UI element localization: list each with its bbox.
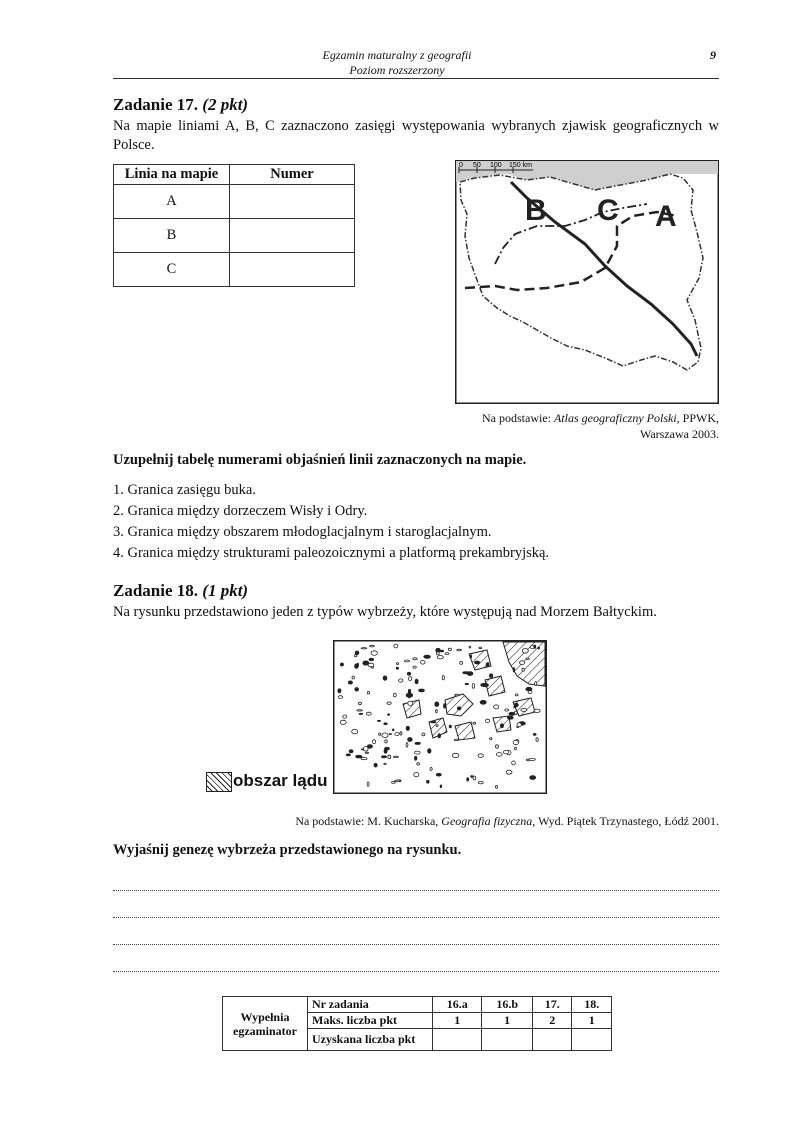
islet (393, 693, 396, 697)
islet (509, 712, 515, 715)
islet (367, 782, 369, 786)
islet (427, 780, 430, 783)
table-row-label: B (114, 219, 230, 253)
header-exam-title: Egzamin maturalny z geografii (322, 48, 472, 62)
scale-label: 100 (490, 162, 502, 169)
islet (384, 723, 387, 725)
islet (382, 733, 388, 738)
islet (485, 719, 489, 722)
islet (513, 668, 515, 672)
islet (422, 733, 425, 736)
islet (356, 755, 362, 758)
islet (529, 758, 535, 760)
score-row-label: Nr zadania (308, 997, 433, 1013)
islet (387, 702, 391, 704)
islet (367, 692, 369, 694)
task17-source (440, 410, 719, 442)
task18-points: (1 pkt) (202, 581, 249, 600)
task17-answer-table (113, 164, 355, 287)
islet (407, 672, 410, 675)
islet (533, 733, 536, 735)
islet (357, 663, 359, 667)
islet (355, 688, 359, 692)
islet (494, 705, 499, 709)
task-number-cell: 16.a (433, 997, 482, 1013)
list-item: 1. Granica zasięgu buka. (113, 482, 256, 498)
islet (437, 656, 443, 659)
islet (400, 732, 402, 735)
islet (520, 661, 525, 665)
skerry-coast-figure (333, 640, 547, 794)
islet (490, 738, 492, 740)
max-points-cell: 1 (433, 1013, 482, 1029)
islet (365, 752, 368, 753)
islet (417, 763, 420, 765)
task17-intro: Na mapie liniami A, B, C zaznaczono zasięgi występowania wybranych zjawisk geograficznych w Polsce. (113, 118, 719, 153)
islet (369, 658, 374, 660)
islet (359, 702, 362, 705)
source-prefix: Na podstawie: (482, 411, 554, 425)
islet (348, 681, 352, 684)
islet (530, 776, 536, 780)
islet (388, 755, 391, 758)
source-title: Geografia fizyczna, (441, 814, 536, 828)
islet (517, 723, 521, 727)
islet (340, 663, 343, 666)
table-row-label: A (114, 185, 230, 219)
islet (448, 648, 451, 650)
islet (399, 679, 403, 682)
islet (396, 667, 398, 669)
earned-points-cell[interactable] (572, 1029, 612, 1051)
islet (535, 682, 537, 686)
islet (452, 753, 459, 757)
islet (479, 647, 482, 649)
task17-options-list (113, 480, 549, 564)
islet (377, 720, 380, 721)
islet (481, 683, 488, 686)
task17-number: Zadanie 17. (113, 95, 199, 114)
score-row-label: Maks. liczba pkt (308, 1013, 433, 1029)
land-legend-swatch (206, 772, 232, 792)
max-points-cell: 1 (482, 1013, 533, 1029)
task17-title (113, 95, 248, 115)
table-header-number: Numer (230, 165, 355, 185)
islet (340, 720, 346, 724)
islet (472, 684, 474, 689)
page-header (0, 48, 794, 78)
islet (436, 773, 441, 776)
islet (368, 663, 374, 667)
list-item: 2. Granica między dorzeczem Wisły i Odry. (113, 503, 368, 519)
table-header-line: Linia na mapie (114, 165, 230, 185)
line-b-label: B (525, 194, 547, 227)
islet (470, 655, 472, 658)
islet (413, 658, 417, 660)
islet (338, 696, 343, 699)
islet (474, 661, 479, 664)
islet (435, 702, 439, 707)
islet (489, 674, 492, 678)
task-number-cell: 17. (532, 997, 572, 1013)
header-level: Poziom rozszerzony (349, 63, 445, 77)
islet (357, 710, 363, 711)
islet (495, 785, 497, 788)
islet (465, 683, 468, 684)
earned-points-cell[interactable] (482, 1029, 533, 1051)
islet (415, 679, 418, 684)
islet (436, 648, 441, 652)
islet (512, 761, 516, 765)
islet (385, 740, 387, 743)
earned-points-cell[interactable] (433, 1029, 482, 1051)
islet (515, 747, 517, 750)
task18-intro: Na rysunku przedstawiono jeden z typów wybrzeży, które występują nad Morzem Bałtyckim. (113, 604, 657, 620)
line-c-label: C (597, 194, 619, 227)
islet (471, 776, 473, 778)
table-row-label: C (114, 253, 230, 287)
islet (444, 704, 446, 708)
answer-line[interactable] (113, 932, 719, 945)
task17-points: (2 pkt) (202, 95, 249, 114)
islet (438, 734, 440, 738)
islet (424, 655, 431, 658)
source-suffix: Wyd. Piątek Trzynastego, Łódź 2001. (535, 814, 719, 828)
answer-line[interactable] (113, 905, 719, 918)
islet (395, 780, 401, 782)
islet (480, 700, 486, 704)
islet (388, 714, 390, 716)
islet (440, 785, 442, 788)
islet (389, 733, 391, 734)
task-number-cell: 18. (572, 997, 612, 1013)
islet (515, 694, 518, 696)
islet (449, 725, 451, 728)
islet (392, 729, 394, 731)
source-suffix: , PPWK, (676, 411, 719, 425)
max-points-cell: 2 (532, 1013, 572, 1029)
task-number-cell: 16.b (482, 997, 533, 1013)
list-item: 4. Granica między strukturami paleozoicznymi a platformą prekambryjską. (113, 545, 550, 561)
islet (343, 715, 347, 718)
source-title: Atlas geograficzny Polski (554, 411, 677, 425)
scale-label: 150 km (509, 162, 532, 169)
islet (385, 747, 390, 750)
islet (457, 649, 462, 651)
task18-instruction: Wyjaśnij genezę wybrzeża przedstawionego na rysunku. (113, 842, 462, 858)
islet (505, 709, 509, 711)
page-number: 9 (710, 48, 716, 62)
islet (486, 663, 489, 667)
islet (445, 653, 449, 655)
islet (338, 689, 341, 693)
islet (431, 721, 436, 723)
islet (415, 751, 421, 754)
islet (521, 709, 527, 712)
task18-number: Zadanie 18. (113, 581, 199, 600)
islet (352, 729, 358, 734)
islet (455, 694, 460, 696)
scale-label: 50 (473, 162, 481, 169)
islet (467, 778, 469, 781)
islet (507, 716, 513, 719)
islet (530, 646, 534, 649)
header-divider (113, 78, 719, 79)
answer-cell-a[interactable] (230, 185, 355, 219)
islet (373, 740, 376, 744)
islet (394, 644, 398, 648)
islet (359, 713, 363, 714)
islet (514, 706, 516, 708)
islet (421, 661, 426, 665)
islet (409, 677, 412, 681)
islet (366, 712, 371, 715)
islet (415, 756, 417, 760)
islet (361, 758, 367, 760)
islet (370, 645, 375, 647)
answer-line[interactable] (113, 878, 719, 891)
islet (384, 763, 386, 764)
islet (419, 689, 425, 692)
islet (371, 651, 377, 656)
islet (354, 655, 357, 657)
islet (406, 693, 413, 697)
islet (379, 733, 381, 735)
islet (536, 738, 538, 742)
islet (364, 747, 369, 752)
islet (393, 756, 398, 757)
islet (526, 687, 532, 691)
islet (383, 676, 387, 680)
list-item: 3. Granica między obszarem młodoglacjalnym i staroglacjalnym. (113, 524, 492, 540)
islet (406, 726, 409, 730)
islet (355, 651, 359, 655)
line-a-label: A (655, 200, 677, 233)
islet (522, 668, 525, 671)
earned-points-cell[interactable] (532, 1029, 572, 1051)
islet (457, 707, 461, 710)
islet (436, 709, 438, 712)
task18-title (113, 581, 248, 601)
source-place-year: Warszawa 2003. (639, 427, 719, 441)
land-legend-label: obszar lądu (233, 771, 328, 790)
scale-label: 0 (459, 162, 463, 169)
islet (413, 666, 416, 668)
islet (496, 753, 502, 757)
islet (473, 776, 476, 780)
islet (534, 709, 540, 712)
islet (404, 660, 409, 662)
islet (430, 767, 432, 770)
islet (408, 701, 413, 705)
islet (522, 648, 528, 653)
islet (346, 754, 350, 756)
answer-cell-b[interactable] (230, 219, 355, 253)
islet (352, 676, 354, 679)
islet (463, 672, 470, 674)
islet (406, 743, 408, 747)
islet (361, 648, 367, 649)
islet (513, 740, 518, 744)
source-prefix: Na podstawie: M. Kucharska, (295, 814, 442, 828)
islet (381, 756, 386, 758)
islet (395, 733, 399, 736)
islet (503, 750, 508, 753)
islet (436, 725, 438, 727)
islet (473, 722, 476, 724)
answer-line[interactable] (113, 959, 719, 972)
islet (478, 781, 483, 783)
islet (428, 749, 431, 754)
islet (397, 663, 399, 665)
islet (496, 745, 499, 748)
islet (392, 782, 396, 784)
islet (442, 676, 444, 680)
islet (414, 772, 419, 776)
islet (415, 742, 420, 744)
score-row-label: Uzyskana liczba pkt (308, 1029, 433, 1051)
answer-cell-c[interactable] (230, 253, 355, 287)
islet (349, 750, 353, 753)
islet (506, 770, 512, 774)
islet (500, 724, 503, 728)
max-points-cell: 1 (572, 1013, 612, 1029)
task18-source (200, 813, 719, 829)
task17-instruction: Uzupełnij tabelę numerami objaśnień linii zaznaczonych na mapie. (113, 452, 527, 468)
islet (374, 763, 377, 767)
examiner-label: Wypełnia egzaminator (223, 997, 308, 1051)
islet (478, 754, 483, 758)
islet (526, 658, 529, 659)
islet (469, 646, 471, 648)
score-table (222, 996, 612, 1051)
poland-map (455, 160, 719, 404)
islet (408, 738, 413, 742)
islet (538, 647, 540, 649)
islet (460, 661, 463, 664)
islet (454, 739, 458, 741)
